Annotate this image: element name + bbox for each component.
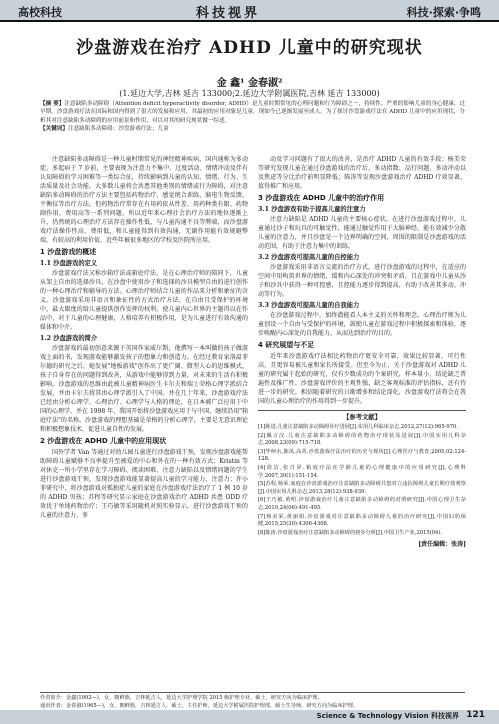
body-paragraph: 在沙盘游戏过程中，加终潜能看人本主义的关怀和理念。心理治疗师为儿童创设一个自由与受保护的环境，鼓励儿童在游戏过程中积极探索和体验，逐步唤醒内心深处的自我能力，从而达到治疗的目的。 bbox=[258, 312, 466, 337]
reference-item: [3]毕柯水,陈凤,高英.沙盘游戏疗法治疗的历史与现状[J].心理医疗与教育,2005,02:124-128. bbox=[258, 448, 466, 463]
intro-paragraph: 注意缺陷多动障碍是一种儿童时期常见的神经精神疾病，国内通称为多动症，多起病于 7 岁前，主要表现为注意力不集中、过度活动、情绪冲动及伴有认知障碍的学习困难等一类综合征，持续影响到儿童的认知、情绪、行为、生活质量及社会功能。大多数儿童将会共患其他类别的情绪或行为障碍，对注意缺陷多动障碍的治疗方法主要包括药物治疗、感觉统合训练、脑电生物反馈、平衡仪等治疗方法。但药物治疗常存在有用药依从性差、用药种类有限、药物副作用、费用高等一系列问题。所以近年来心理社会治疗方法的地位逐渐上升，仍然统的心理治疗方法存在操作性低，与儿童沟通不良等弊端，而沙盘游戏疗法操作性高、费用低，和儿童能得到有效沟通，无副作用能有效规避弊端，有较高的利用价值，近些年被很多地区的学校及医院所应用。 bbox=[40, 156, 248, 244]
reference-item: [1]陈进.儿童注意缺陷多动障碍诊疗进展[J].实用儿科临床杂志,2012,27(12):965-970. bbox=[258, 424, 458, 430]
header-left: 高校科技 bbox=[18, 6, 62, 19]
article-authors: 金 鑫¹ 金春淑² bbox=[216, 78, 283, 89]
subsection-heading: 1.1 沙盘游戏的定义 bbox=[40, 260, 98, 267]
reference-item: [7]杨美荣,黄丽娟.沙盘游戏对注意缺陷多动障碍儿童的治疗研究[J].中国妇幼保健,2015,25(30):4306-4308. bbox=[258, 513, 466, 528]
section-heading: 2 沙盘游戏在 ADHD 儿童中的应用现状 bbox=[40, 437, 167, 445]
body-paragraph: 国外学者 Van 等通过对幼儿园儿童进行沙盘游戏干预，发现沙盘游戏能帮助障碍儿童赋够不良率提升至被爱的中心和外在的一种有效方式；Kristin 等对休克一所小学里存在学习障碍、阅读困难、注意力缺陷以及情绪问题的学生进行沙盘游戏干预，发现沙盘游戏能显著提高儿童的学习能力，注意力；许小菲研究中，将沙盘游戏对孤独症儿童的家庭在沙盘游戏疗法治疗了 1 例 10 岁的 ADHD 男孩；苏程等研究显示家庭在沙盘游戏治疗 ADHD 共患 ODD 疗效优于单纯药物治疗；王巧敏等采用随机对照实验显示，进行沙盘游戏干预的儿童的注意力、多 bbox=[40, 449, 248, 519]
references bbox=[258, 410, 466, 537]
header-center: 科技视界 bbox=[196, 6, 261, 21]
page-header bbox=[0, 0, 499, 22]
corresponding-author: 通讯作者：金春淑(1965—)，女，朝鲜族，吉林延吉人，硕士，主任护师，延边大学附属医院护理部，硕士生导师，研究方向为临床护理。 bbox=[40, 702, 359, 709]
body-paragraph: 动及学习问题有了很大的改善，是治疗 ADHD 儿童的有效手段；杨美荣等研究发现儿童在通过沙盘游戏的治疗后，多动指数、品行问题、多动冲动以及焦虑等分比治疗前明显降低；陈涛等发现沙盘游戏治疗 ADHD 疗效显著，值得推广和应用。 bbox=[258, 156, 466, 190]
subsection-heading: 1.2 沙盘游戏的简介 bbox=[40, 335, 98, 342]
article-title: 沙盘游戏在治疗 ADHD 儿童中的研究现状 bbox=[76, 38, 423, 58]
subsection-heading: 3.1 沙盘游戏有助于提高儿童的注意力 bbox=[258, 206, 366, 213]
body-paragraph: 近年来沙盘游戏疗法相比药物治疗更安全可靠，效果比较显著，可行性高，且更容易被儿童和家长所接受。但至今为止，关于沙盘游戏对 ADHD 儿童的研究属于起始的研究，仅有少数成功的个案研究，样本量小、结论缺乏普遍性及推广性。沙盘游戏评价的主观性强，缺乏客观标准的评估指标，还有待进一步的研究。相信随着研究的日渐增多和结论深化，沙盘游戏疗法将会在我国的儿童心理治疗的作用得到一步提升。 bbox=[258, 353, 466, 405]
author-notes bbox=[40, 692, 465, 710]
article-affiliation: (1.延边大学,吉林 延吉 133000;2.延边大学附属医院,吉林 延吉 133000) bbox=[119, 89, 380, 98]
page-number: 121 bbox=[466, 710, 485, 720]
reference-item: [8]陈涛.沙盘游戏治疗注意缺陷多动障碍的初步分析[J].中国卫生产业,2015(04). bbox=[258, 529, 442, 536]
keywords-label: 【关键词】 bbox=[40, 126, 68, 133]
section-heading: 4 研究展望与不足 bbox=[258, 341, 315, 349]
responsible-editor: [责任编辑：张涛] bbox=[418, 541, 466, 549]
abstract-label: 【摘 要】 bbox=[40, 101, 65, 107]
references-title: 【参考文献】 bbox=[343, 414, 381, 421]
reference-item: [4]徐洁,张日昇.箱庭疗法在学龄儿童的心理健康中的应用研究[J].心理科学,2007,30(1):151-154. bbox=[258, 464, 466, 479]
author-info: 作者简介：金鑫(1992—)，女，朝鲜族，吉林延吉人，延边大学护理学院 2015 级护理专业，硕士，研究方向为临床护理。 bbox=[40, 695, 323, 701]
page-footer bbox=[0, 710, 499, 724]
section-heading: 3 沙盘游戏在 ADHD 儿童中的治疗作用 bbox=[258, 194, 385, 202]
reference-item: [6]王巧敏,黄明.沙盘游戏治疗儿童注意缺陷多动障碍的对照研究[J].中国心理卫生杂志,2010,24(06):491-495. bbox=[258, 497, 466, 511]
abstract-block bbox=[40, 100, 465, 134]
left-column bbox=[40, 155, 248, 521]
subsection-heading: 3.3 沙盘游戏可提高儿童的自我能力 bbox=[258, 302, 360, 309]
right-column bbox=[258, 155, 466, 549]
body-paragraph: 沙盘游戏疗法又称沙箱疗法或箱庭疗法，是在心理治疗师的陪同下，儿童从架上自由的选择沙具，在沙盘中使用沙子和选择的沙具模型自由的进行创作的一种心理治疗和辅导的方法。心理治疗师结合儿童的作品来分析和象征的含义。沙盘游戏采用非语言和象征性的方式治疗方法，在自由且受保护的环境中，最大限度的给儿童提供创作发挥的权利，使儿童内心世界的主题得以在作品中，对于儿童的心理健康，人格培养有积极作用，是为儿童进行有效沟通的媒体和中介。 bbox=[40, 270, 248, 331]
abstract-text: 注意缺陷多动障碍（Attention deficit hyperactivity disorder, ADHD）是儿童时期常见的心理问题和行为障碍之一，持续性、严重的影响儿童的身心健康、过早期。沙盘游戏疗法在国际和国内得到了很大的发展和应用，其最初的应用对象是儿童，现如今已逐渐发展至成人。为了探讨沙盘游戏疗法在 ADHD 儿童中的应用现状，分析其对注意缺陷多动障碍的应用前景和作用，对以对其的研究现状做一综述。 bbox=[40, 101, 465, 124]
reference-item: [5]苏程,杨荣.家庭在沙盘游戏治疗注意缺陷多动障碍共患对立违抗障碍儿童长期疗效观察[J].中国实用儿科杂志,2013,28(12):938-939. bbox=[258, 481, 466, 495]
subsection-heading: 3.2 沙盘游戏可提高儿童的自控能力 bbox=[258, 254, 360, 261]
keywords-text: 注意缺陷多动障碍；沙盘游戏疗法；儿童 bbox=[67, 126, 169, 133]
header-right: 科技·探索·争鸣 bbox=[406, 6, 481, 19]
reference-item: [2]佩言汉.儿童注意缺陷多动障碍的药物治疗现状及进展[J].中国实用儿科杂志,2008,23(09):715-718. bbox=[258, 432, 466, 447]
section-heading: 1 沙盘游戏的概述 bbox=[40, 248, 97, 256]
body-paragraph: 沙盘游戏的最初创意来源于英国作家威尔斯，他撰写一本叫做的孩子做游戏上面的书，发现游戏能够激发孩子的想象力和创造力。在经过教育家洛温菲尔德的研究之后，她发展"地板游戏"创作出了更广阔、微型人心的思维模式，孩子自身存在的问题得到改善，从游戏中能够得到力量，对未来的生活有积极影响。沙盘游戏的思维由此被儿童精神病医生卡尔夫和瑞士荣格心理学派结合发展，并由卡尔夫将其由心理学派引入了中国。并在几十年来，沙盘游戏疗法已经由分析心理学、心理治疗、心理学与人格的理论，在日本被广泛应用于中国的心理学、并在 1998 年，我国开始将沙盘游戏应用于与中国，继续沿用"箱庭疗法"的名称。沙盘游戏的理想基础是荣格的分析心理学，主要是无意识理论和积极想象技术，促进儿童自性的发展。 bbox=[40, 345, 248, 433]
journal-name: Science & Technology Vision 科技视界 bbox=[316, 712, 459, 720]
body-paragraph: 沙盘游戏采用非语言交流的治疗方式，进行沙盘游戏的过程中，在适应的空间中用构筑世界的情绪，缓和内心深处的冲突和矛盾，且在游戏中儿童从沙子和沙具中获得一种可控感，且控能力逐步得到提高，有助于改善其多动、冲动等行为。 bbox=[258, 264, 466, 298]
body-paragraph: 注意力缺陷是 ADHD 儿童的主要核心症状，在进行沙盘游戏过程中，儿童通过沙子和玩具的可触觉性，能通过触觉作用于大脑神经，能有效减少分散儿童的注意力，并且沙盘是一个边界明确的空间，周围的限制是沙盘游戏的活动范围，有助于注意力集中的训练。 bbox=[258, 216, 466, 250]
